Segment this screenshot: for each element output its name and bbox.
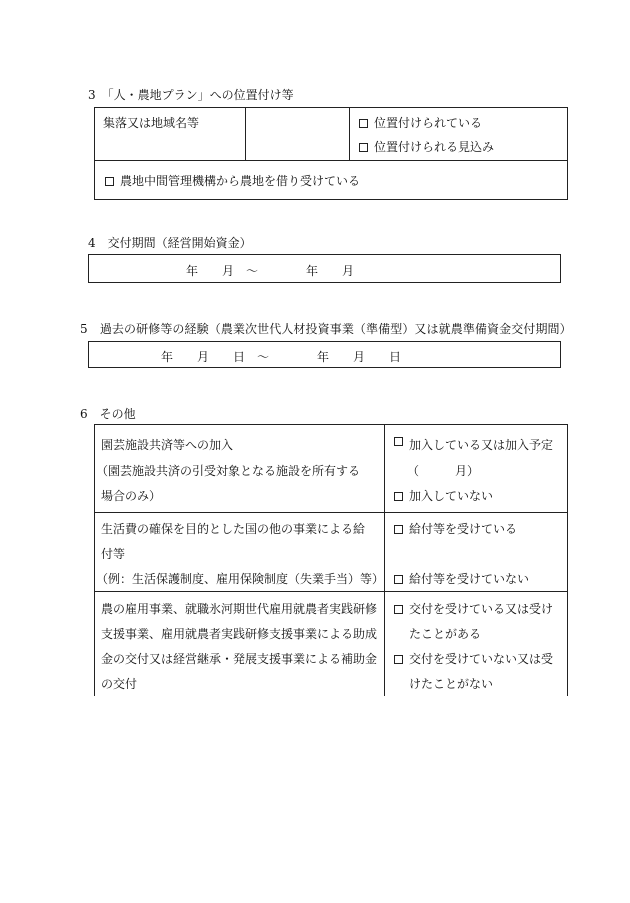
divider — [349, 108, 350, 160]
row3-line2: 支援事業、雇用就農者実践研修支援事業による助成 — [101, 627, 378, 641]
checkbox-benefit-received[interactable] — [394, 520, 517, 537]
checkbox-expected[interactable] — [359, 138, 494, 155]
section6-table — [94, 424, 568, 696]
checkbox-icon[interactable] — [359, 119, 368, 128]
checkbox-subsidy-received-cont: たことがある — [409, 627, 482, 641]
row2-line1: 生活費の確保を目的とした国の他の事業による給 — [101, 522, 366, 536]
divider — [384, 424, 385, 696]
checkbox-farmland-bank[interactable] — [105, 172, 360, 189]
divider — [94, 591, 568, 592]
divider — [95, 160, 567, 161]
section5-heading: 5 過去の研修等の経験（農業次世代人材投資事業（準備型）又は就農準備資金交付期間） — [80, 322, 572, 336]
section4-heading: 4 交付期間（経営開始資金） — [88, 236, 252, 250]
checkbox-icon[interactable] — [105, 177, 114, 186]
checkbox-benefit-received-label: 給付等を受けている — [409, 522, 518, 536]
row2-line2: 付等 — [101, 547, 126, 561]
divider — [567, 424, 568, 696]
checkbox-insurance-joined[interactable] — [394, 436, 553, 453]
checkbox-subsidy-received-label: 交付を受けている又は受け — [409, 602, 554, 616]
checkbox-insurance-not-joined-label: 加入していない — [409, 489, 494, 503]
checkbox-expected-label: 位置付けられる見込み — [374, 140, 495, 154]
checkbox-subsidy-not-received[interactable] — [394, 650, 553, 667]
section3-table — [94, 107, 568, 200]
row1-line3: 場合のみ） — [101, 489, 162, 503]
insurance-month[interactable]: （ 月） — [407, 464, 480, 478]
checkbox-insurance-joined-label: 加入している又は加入予定 — [409, 438, 554, 452]
checkbox-icon[interactable] — [394, 575, 403, 584]
checkbox-positioned[interactable] — [359, 114, 482, 131]
checkbox-benefit-not-received[interactable] — [394, 570, 529, 587]
checkbox-benefit-not-received-label: 給付等を受けていない — [409, 572, 530, 586]
checkbox-insurance-not-joined[interactable] — [394, 487, 493, 504]
checkbox-subsidy-not-received-cont: けたことがない — [409, 677, 494, 691]
checkbox-icon[interactable] — [394, 655, 403, 664]
row1-line1: 園芸施設共済等への加入 — [101, 438, 234, 452]
row3-line4: の交付 — [101, 677, 138, 691]
training-period-box[interactable] — [88, 341, 561, 368]
grant-period-date: 年 月 ～ 年 月 — [186, 264, 355, 278]
checkbox-subsidy-received[interactable] — [394, 600, 553, 617]
village-name-label: 集落又は地域名等 — [103, 116, 200, 130]
checkbox-farmland-bank-label: 農地中間管理機構から農地を借り受けている — [120, 174, 361, 188]
section6-heading: 6 その他 — [80, 407, 136, 421]
checkbox-positioned-label: 位置付けられている — [374, 116, 483, 130]
village-name-field[interactable] — [245, 108, 349, 160]
checkbox-subsidy-not-received-label: 交付を受けていない又は受 — [409, 652, 554, 666]
row2-line3: （例：生活保護制度、雇用保険制度（失業手当）等） — [96, 572, 385, 586]
row3-line1: 農の雇用事業、就職氷河期世代雇用就農者実践研修 — [101, 602, 378, 616]
checkbox-icon[interactable] — [394, 437, 403, 446]
divider — [94, 512, 568, 513]
divider — [94, 424, 95, 696]
grant-period-box[interactable] — [88, 254, 561, 283]
checkbox-icon[interactable] — [394, 492, 403, 501]
checkbox-icon[interactable] — [394, 605, 403, 614]
row3-line3: 金の交付又は経営継承・発展支援事業による補助金 — [101, 652, 378, 666]
row1-line2: （園芸施設共済の引受対象となる施設を所有する — [96, 464, 361, 478]
divider — [94, 424, 568, 425]
checkbox-icon[interactable] — [359, 143, 368, 152]
checkbox-icon[interactable] — [394, 525, 403, 534]
section3-heading: 3 「人・農地プラン」への位置付け等 — [88, 88, 294, 102]
training-period-date: 年 月 日 ～ 年 月 日 — [161, 350, 402, 364]
